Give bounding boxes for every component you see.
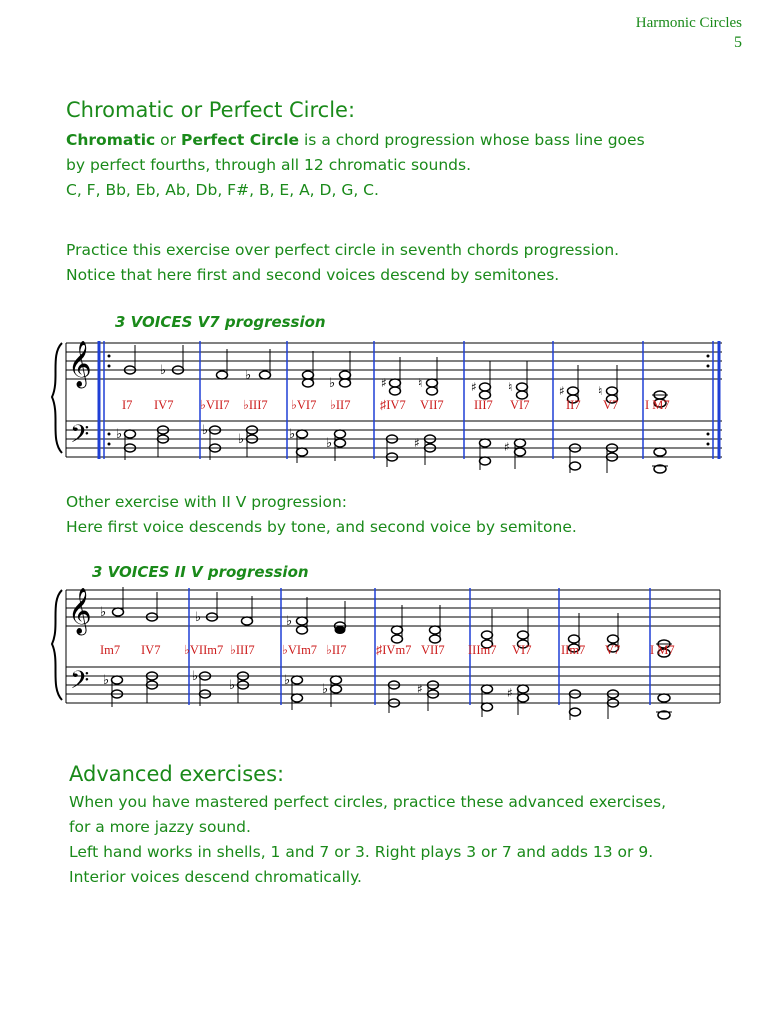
svg-text:♭: ♭ [195,610,202,625]
svg-text:♮: ♮ [598,384,603,398]
note-half [229,672,249,703]
chord-label: ♭VIm7 [282,643,318,657]
note-half [504,439,526,469]
note-half [387,435,398,467]
advanced-line4: Interior voices descend chromatically. [69,868,362,886]
note-half [392,605,403,643]
chord-label: ♭III7 [243,398,268,412]
ii-v-paragraph [66,490,577,540]
svg-text:♭: ♭ [238,432,245,447]
practice-line2: Notice that here first and second voices descend by semitones. [66,266,560,284]
chord-label: VI7 [512,643,532,657]
chord-label: IIIm7 [468,643,497,657]
chord-label: II7 [566,398,581,412]
advanced-paragraph [69,790,666,890]
svg-text:♯: ♯ [559,384,565,398]
svg-text:♭: ♭ [322,682,329,697]
note-half [418,357,438,395]
note-half [242,596,253,625]
note-half [471,361,491,399]
note-half [286,597,308,634]
brace [52,343,62,453]
term-chromatic: Chromatic [66,131,156,149]
note-whole [656,694,672,719]
section-title-advanced: Advanced exercises: [69,762,285,786]
note-half [284,673,303,710]
chord-label: IV7 [154,398,174,412]
chord-label: IIm7 [561,643,586,657]
bass-clef-icon: 𝄢 [70,420,90,455]
intro-line2: by perfect fourths, through all 12 chromatic sounds. [66,156,472,174]
note-half [238,426,258,457]
svg-text:♭: ♭ [100,605,107,620]
svg-text:♭: ♭ [286,614,293,629]
music-staff-v7 [0,305,768,475]
note-half [482,685,493,717]
svg-text:♭: ♭ [326,436,333,451]
note-half [192,669,211,706]
treble-staff-lines [66,590,720,626]
chord-label: Im7 [100,643,121,657]
chord-label: I7 [122,398,133,412]
intro-or: or [155,131,181,149]
header-title: Harmonic Circles [635,15,742,31]
chord-label: ♯IVm7 [376,643,412,657]
note-half [326,430,346,461]
svg-text:♭: ♭ [284,673,291,688]
chord-label: ♭II7 [330,398,351,412]
chord-label: V7 [605,643,621,657]
chord-label: ♯IV7 [380,398,406,412]
practice-paragraph [66,238,619,288]
note-half [245,349,271,383]
chord-label: I M7 [645,398,670,412]
intro-rest: is a chord progression whose bass line goes [299,131,645,149]
chord-label: ♭VII7 [200,398,230,412]
treble-clef-icon: 𝄞 [68,588,92,634]
note-whole [652,448,668,473]
chord-label: VI7 [510,398,530,412]
advanced-line1: When you have mastered perfect circles, practice these advanced exercises, [69,793,667,811]
note-half [507,685,529,715]
chord-label: I M7 [650,643,675,657]
note-half [217,349,228,379]
note-half [480,439,491,470]
note-half [103,673,123,707]
chord-label: ♭III7 [230,643,255,657]
end-repeat [707,341,720,459]
chord-label: V7 [603,398,619,412]
chord-label: VII7 [421,643,445,657]
advanced-line2: for a more jazzy sound. [69,818,251,836]
note-half [322,676,342,707]
svg-text:♮: ♮ [508,380,513,394]
svg-text:♭: ♭ [289,427,296,442]
music-staff-ii-v [0,555,768,725]
note-half [147,672,158,703]
note-half [381,357,401,395]
svg-text:♭: ♭ [160,363,167,378]
staff-title: 3 VOICES II V progression [92,563,309,581]
svg-text:♮: ♮ [418,376,423,390]
note-half [158,426,169,457]
svg-text:♭: ♭ [192,669,199,684]
note-half [430,605,441,643]
note-sequence: C, F, Bb, Eb, Ab, Db, F#, B, E, A, D, G, C. [66,181,379,199]
svg-text:♯: ♯ [507,686,513,700]
note-half [100,587,124,620]
svg-text:♯: ♯ [504,440,510,454]
svg-text:♭: ♭ [245,368,252,383]
term-perfect-circle: Perfect Circle [180,131,300,149]
chord-labels [122,398,670,412]
brace [52,590,62,700]
note-half [303,351,314,387]
running-header [636,14,742,52]
svg-text:♭: ♭ [103,673,110,688]
bass-staff-lines [66,667,720,703]
chord-label: III7 [474,398,493,412]
chord-label: ♭VIIm7 [184,643,224,657]
chord-label: IV7 [141,643,161,657]
practice-line1: Practice this exercise over perfect circle in seventh chords progression. [66,241,620,259]
treble-clef-icon: 𝄞 [68,341,92,387]
chord-labels [100,643,675,657]
start-repeat [99,341,111,459]
note-half [202,423,221,460]
page-number: 5 [734,34,742,51]
svg-text:♭: ♭ [116,427,123,442]
ii-v-line2: Here first voice descends by tone, and second voice by semitone. [66,518,577,536]
svg-text:♯: ♯ [417,682,423,696]
note-half [116,427,136,460]
chord-label: ♭II7 [326,643,347,657]
svg-text:♯: ♯ [414,436,420,450]
bass-clef-icon: 𝄢 [70,666,90,701]
note-half [329,351,351,391]
note-half [289,427,308,463]
ii-v-line1: Other exercise with II V progression: [66,493,347,511]
svg-text:♭: ♭ [329,376,336,391]
note-half [508,361,528,399]
staff-title: 3 VOICES V7 progression [115,313,326,331]
svg-text:♯: ♯ [471,380,477,394]
svg-text:♯: ♯ [381,376,387,390]
note-half [389,681,400,713]
advanced-line3: Left hand works in shells, 1 and 7 or 3. Right plays 3 or 7 and adds 13 or 9. [69,843,654,861]
chord-label: ♭VI7 [291,398,317,412]
chord-label: VII7 [420,398,444,412]
section-title-chromatic: Chromatic or Perfect Circle: [66,98,356,122]
svg-text:♭: ♭ [229,678,236,693]
svg-text:♭: ♭ [202,423,209,438]
intro-paragraph [66,128,645,203]
